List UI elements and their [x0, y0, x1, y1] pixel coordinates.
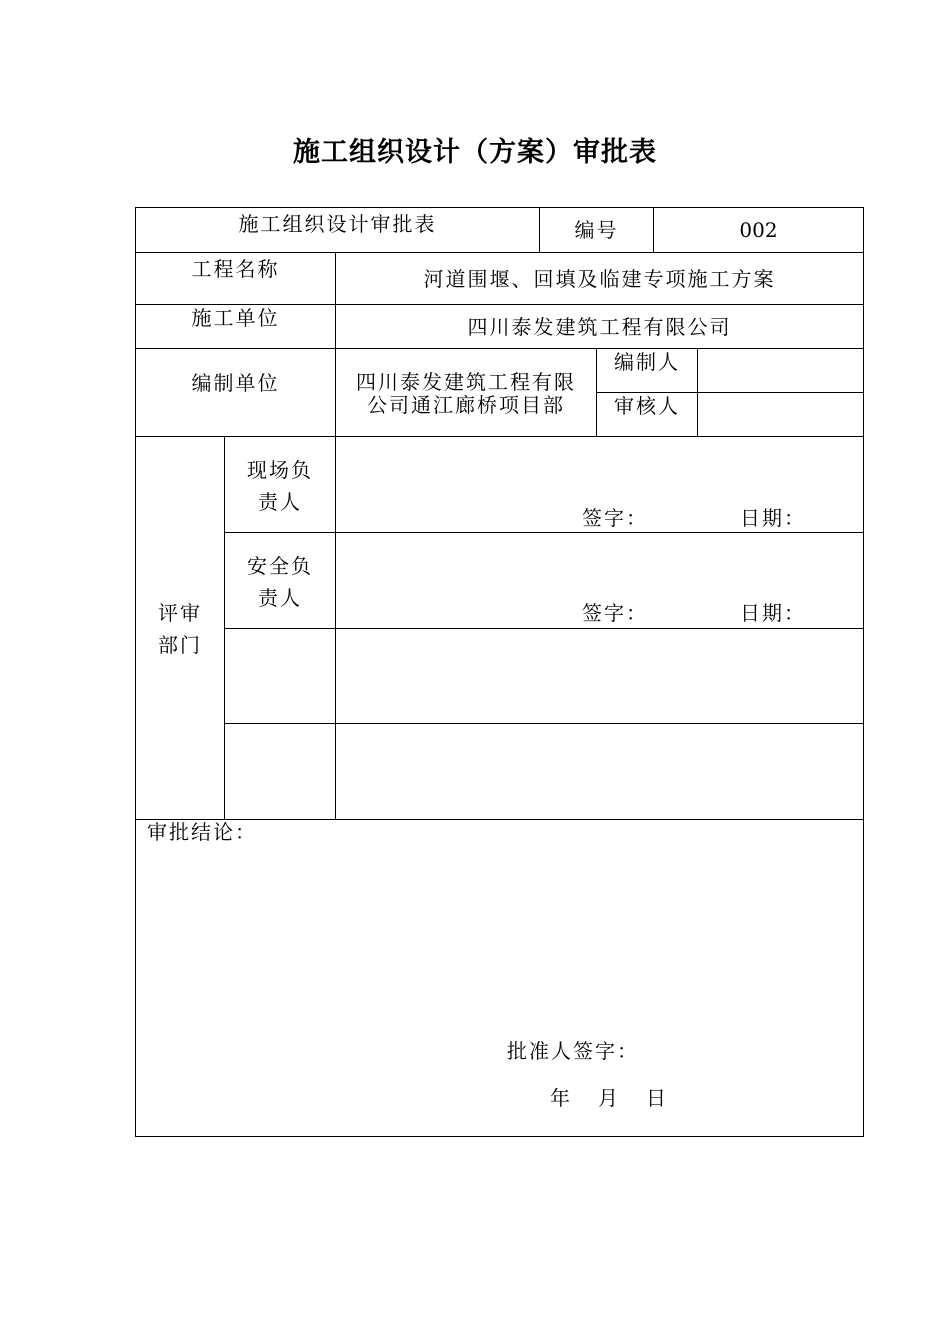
safety-manager-label-line2: 责人 [258, 586, 302, 610]
table-name-label: 施工组织设计审批表 [238, 212, 437, 236]
review-dept-label-line2: 部门 [158, 633, 202, 657]
reviewer-label: 审核人 [614, 394, 680, 418]
column-divider [335, 436, 336, 819]
site-manager-date-label: 日期： [740, 506, 806, 530]
approval-date-month: 月 [598, 1086, 620, 1110]
contractor-value: 四川泰发建筑工程有限公司 [467, 315, 732, 339]
approver-signature-label: 批准人签字： [507, 1039, 639, 1063]
contractor-label: 施工单位 [191, 306, 280, 330]
row-divider [135, 348, 864, 349]
approval-date-year: 年 [550, 1086, 572, 1110]
author-label: 编制人 [614, 350, 680, 374]
row-divider [135, 436, 864, 437]
safety-manager-sign-label: 签字： [582, 601, 648, 625]
number-value: 002 [739, 218, 778, 242]
page-title: 施工组织设计（方案）审批表 [293, 137, 657, 168]
site-manager-sign-label: 签字： [582, 506, 648, 530]
column-divider [697, 348, 698, 436]
number-label: 编号 [574, 218, 619, 242]
safety-manager-date-label: 日期： [740, 601, 806, 625]
site-manager-label-line1: 现场负 [247, 458, 313, 482]
table-border-right [863, 207, 864, 1137]
project-name-value: 河道围堰、回填及临建专项施工方案 [423, 267, 776, 291]
project-name-label: 工程名称 [191, 257, 280, 281]
review-dept-label-line1: 评审 [158, 601, 202, 625]
approval-date-day: 日 [646, 1086, 668, 1110]
compiler-unit-value-line1: 四川泰发建筑工程有限 [356, 370, 576, 394]
compiler-unit-label: 编制单位 [191, 371, 280, 395]
table-border-bottom [135, 1136, 864, 1137]
row-divider [224, 723, 864, 724]
approval-conclusion-label: 审批结论： [147, 820, 257, 844]
site-manager-label-line2: 责人 [258, 490, 302, 514]
table-border-left [135, 207, 136, 1137]
safety-manager-label-line1: 安全负 [247, 554, 313, 578]
compiler-unit-value-line2: 公司通江廊桥项目部 [367, 393, 565, 417]
